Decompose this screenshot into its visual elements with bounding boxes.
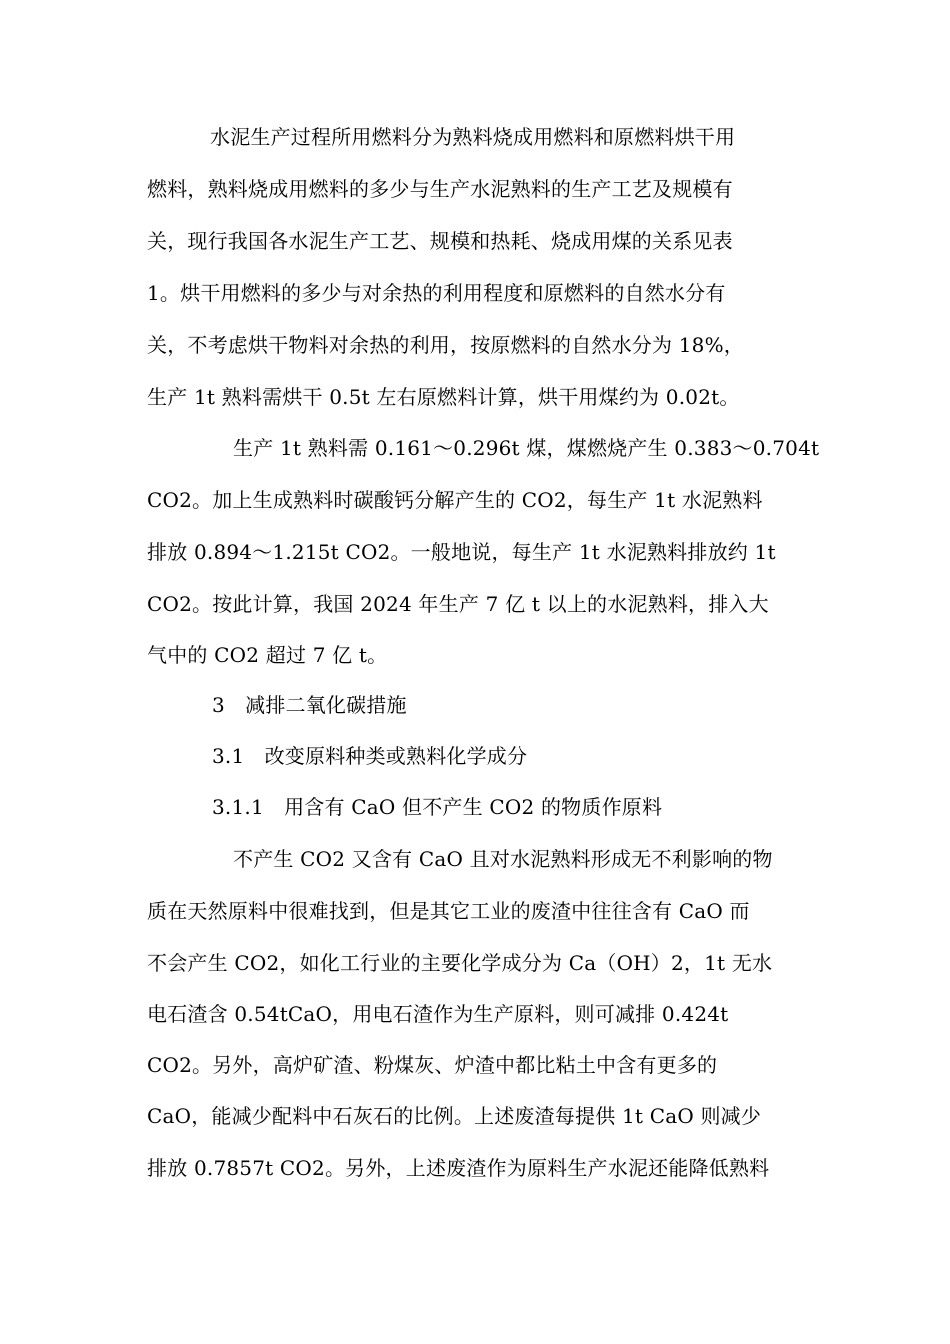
paragraph-3-line-4: 电石渣含 0.54tCaO，用电石渣作为生产原料，则可减排 0.424t bbox=[147, 1002, 729, 1026]
paragraph-3-line-1: 不产生 CO2 又含有 CaO 且对水泥熟料形成无不利影响的物 bbox=[233, 847, 773, 871]
paragraph-1-line-3: 关，现行我国各水泥生产工艺、规模和热耗、烧成用煤的关系见表 bbox=[147, 229, 733, 253]
paragraph-2-line-3: 排放 0.894～1.215t CO2。一般地说，每生产 1t 水泥熟料排放约 1t bbox=[147, 540, 776, 564]
paragraph-2-line-4: CO2。按此计算，我国 2024 年生产 7 亿 t 以上的水泥熟料，排入大 bbox=[147, 592, 769, 616]
paragraph-1-line-1: 水泥生产过程所用燃料分为熟料烧成用燃料和原燃料烘干用 bbox=[210, 125, 736, 149]
paragraph-3-line-7: 排放 0.7857t CO2。另外，上述废渣作为原料生产水泥还能降低熟料 bbox=[147, 1156, 770, 1180]
paragraph-3-line-6: CaO，能减少配料中石灰石的比例。上述废渣每提供 1t CaO 则减少 bbox=[147, 1104, 762, 1128]
heading-3-1: 3.1 改变原料种类或熟料化学成分 bbox=[212, 744, 528, 768]
paragraph-2-line-5: 气中的 CO2 超过 7 亿 t。 bbox=[147, 643, 388, 667]
paragraph-3-line-2: 质在天然原料中很难找到，但是其它工业的废渣中往往含有 CaO 而 bbox=[147, 899, 750, 923]
heading-3: 3 减排二氧化碳措施 bbox=[212, 693, 407, 717]
paragraph-2-line-1: 生产 1t 熟料需 0.161～0.296t 煤，煤燃烧产生 0.383～0.704t bbox=[233, 436, 820, 460]
paragraph-2-line-2: CO2。加上生成熟料时碳酸钙分解产生的 CO2，每生产 1t 水泥熟料 bbox=[147, 488, 763, 512]
paragraph-1-line-4: 1。烘干用燃料的多少与对余热的利用程度和原燃料的自然水分有 bbox=[147, 281, 726, 305]
paragraph-3-line-5: CO2。另外，高炉矿渣、粉煤灰、炉渣中都比粘土中含有更多的 bbox=[147, 1053, 718, 1077]
paragraph-1-line-6: 生产 1t 熟料需烘干 0.5t 左右原燃料计算，烘干用煤约为 0.02t。 bbox=[147, 385, 740, 409]
paragraph-1-line-2: 燃料，熟料烧成用燃料的多少与生产水泥熟料的生产工艺及规模有 bbox=[147, 177, 733, 201]
heading-3-1-1: 3.1.1 用含有 CaO 但不产生 CO2 的物质作原料 bbox=[212, 795, 663, 819]
paragraph-1-line-5: 关，不考虑烘干物料对余热的利用，按原燃料的自然水分为 18%， bbox=[147, 333, 745, 357]
paragraph-3-line-3: 不会产生 CO2，如化工行业的主要化学成分为 Ca（OH）2，1t 无水 bbox=[147, 951, 773, 975]
